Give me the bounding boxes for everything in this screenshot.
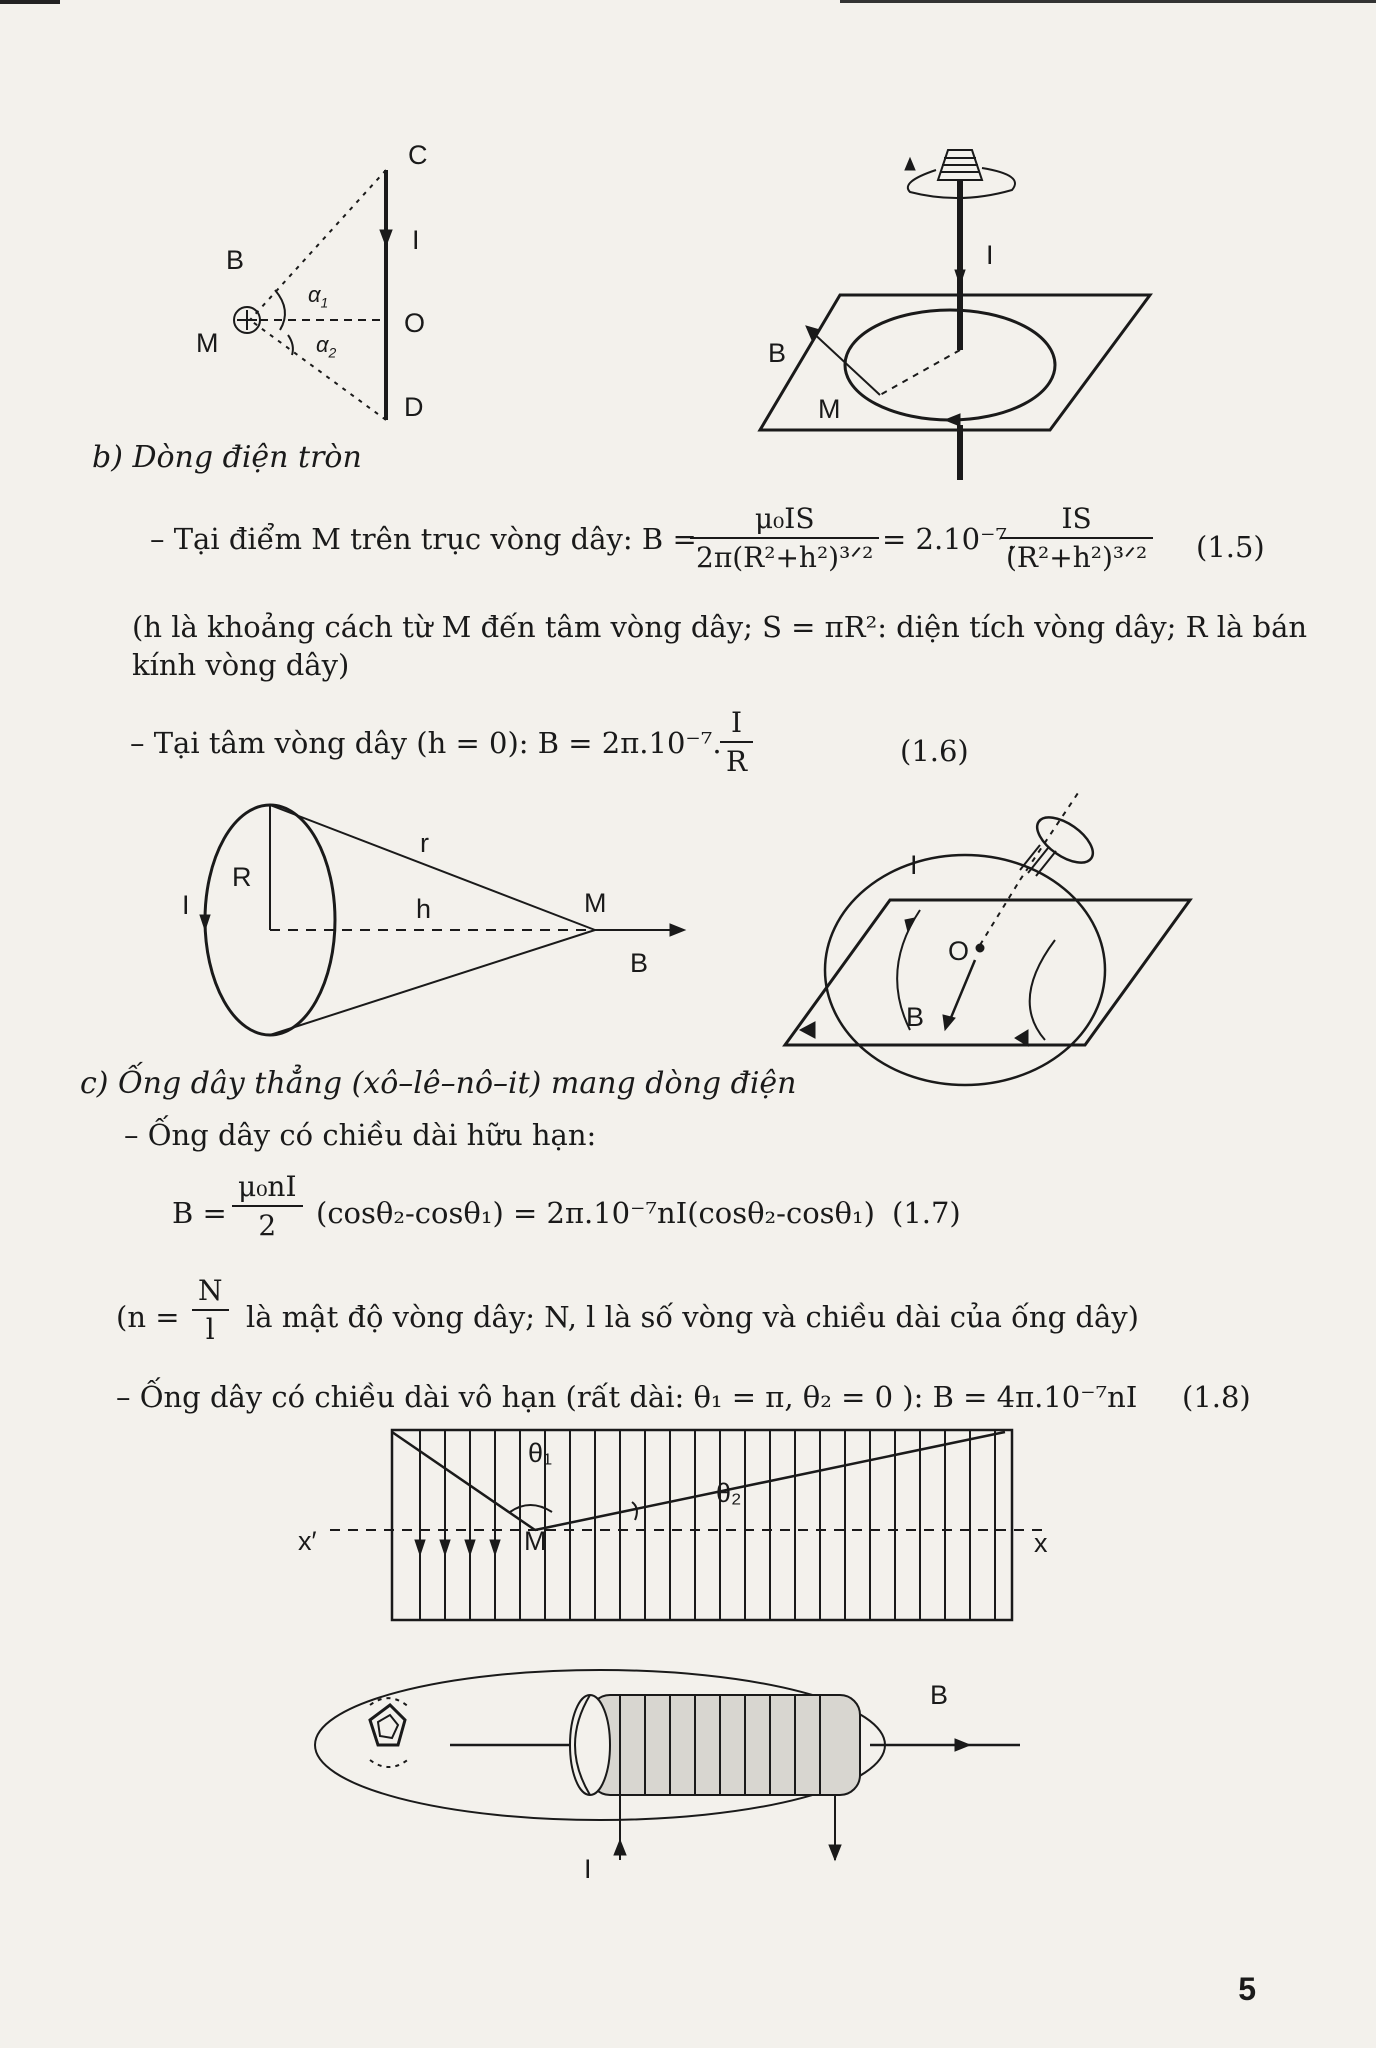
equation-text: (n =	[116, 1300, 180, 1334]
equation-number: (1.8)	[1182, 1380, 1251, 1414]
label-M: M	[818, 394, 841, 424]
equation-number: (1.7)	[892, 1196, 961, 1230]
label-O: O	[948, 936, 970, 966]
figure-wire-plane	[750, 150, 1170, 490]
label-x-prime: x′	[298, 1526, 317, 1556]
figure-solenoid-section	[330, 1420, 1050, 1630]
label-theta2: θ₂	[716, 1478, 742, 1508]
label-R: R	[232, 862, 252, 892]
label-h: h	[416, 894, 432, 924]
fraction: $\frac{I}{R}$	[720, 706, 753, 778]
section-heading: c) Ống dây thẳng (xô–lê–nô–it) mang dòng điện	[80, 1066, 797, 1101]
label-O: O	[404, 308, 426, 338]
paragraph-line: kính vòng dây)	[132, 648, 350, 682]
paragraph-line: là mật độ vòng dây; N, l là số vòng và chiều dài của ống dây)	[246, 1300, 1139, 1334]
label-I: I	[910, 850, 918, 880]
label-I: I	[986, 240, 994, 270]
equation-text: (cosθ₂-cosθ₁) = 2π.10⁻⁷nI(cosθ₂-cosθ₁)	[316, 1196, 875, 1230]
fraction: $\frac{\text{μ₀nI}}{2}$	[232, 1170, 303, 1242]
paragraph-line: (h là khoảng cách từ M đến tâm vòng dây; S = πR²: diện tích vòng dây; R là bán	[132, 610, 1308, 644]
label-B: B	[226, 245, 245, 275]
equation-text: B =	[172, 1196, 227, 1230]
label-B: B	[630, 948, 649, 978]
equation-number: (1.6)	[900, 734, 969, 768]
page-number: 5	[1238, 1971, 1256, 2007]
figure-solenoid-field	[350, 1660, 1030, 1890]
label-M: M	[524, 1526, 547, 1556]
label-x: x	[1034, 1528, 1048, 1558]
equation-text: = 2.10⁻⁷.	[882, 522, 1017, 556]
paragraph-line: – Ống dây có chiều dài hữu hạn:	[124, 1118, 597, 1152]
label-alpha2: $\alpha_2$	[316, 332, 337, 361]
figure-loop-plane	[780, 790, 1200, 1090]
label-r: r	[420, 828, 429, 858]
figure-straight-wire	[180, 130, 480, 440]
label-B: B	[906, 1002, 925, 1032]
fraction: $\frac{N}{l}$	[192, 1274, 229, 1346]
equation-number: (1.5)	[1196, 530, 1265, 564]
fraction: μ₀IS 2π(R²+h²)³ᐟ²	[690, 502, 879, 574]
label-B: B	[930, 1680, 949, 1710]
equation-text: – Tại tâm vòng dây (h = 0): B = 2π.10⁻⁷.	[130, 726, 722, 760]
label-C: C	[408, 140, 428, 170]
top-rule	[840, 0, 1376, 3]
label-M: M	[584, 888, 607, 918]
label-B: B	[768, 338, 787, 368]
label-I: I	[584, 1854, 592, 1884]
equation-text: – Ống dây có chiều dài vô hạn (rất dài: θ₁ = π, θ₂ = 0 ): B = 4π.10⁻⁷nI	[116, 1380, 1138, 1414]
label-D: D	[404, 392, 424, 422]
label-I: I	[412, 225, 420, 255]
label-M: M	[196, 328, 219, 358]
label-theta1: θ₁	[528, 1438, 553, 1468]
equation-text: – Tại điểm M trên trục vòng dây: B =	[150, 522, 697, 556]
label-alpha1: $\alpha_1$	[308, 282, 329, 311]
fraction: IS (R²+h²)³ᐟ²	[1000, 502, 1153, 574]
top-left-rule	[0, 0, 60, 4]
section-heading: b) Dòng điện tròn	[92, 440, 362, 475]
figure-loop-cone	[200, 800, 690, 1040]
label-I: I	[182, 890, 190, 920]
